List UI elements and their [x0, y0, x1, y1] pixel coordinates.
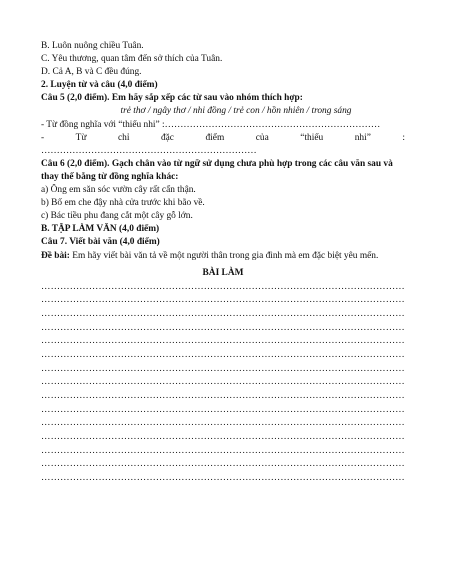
answer-line: …………………………………………………………………………………………………… — [41, 472, 405, 483]
q5-word: - — [41, 132, 45, 143]
section-b-heading: B. TẬP LÀM VĂN (4,0 điểm) — [41, 224, 160, 235]
question-5-characteristic-line — [41, 132, 405, 145]
question-7-title: Câu 7. Viết bài văn (4,0 điểm) — [41, 237, 160, 248]
q5-word: chỉ — [117, 132, 130, 143]
answer-line: …………………………………………………………………………………………………… — [41, 459, 405, 470]
question-5-title: Câu 5 (2,0 điểm). Em hãy sắp xếp các từ sau vào nhóm thích hợp: — [41, 93, 303, 104]
prompt-label: Đề bài: — [41, 250, 70, 261]
answer-line: …………………………………………………………………………………………………… — [41, 390, 405, 401]
question-7-prompt — [41, 250, 405, 263]
question-6-sentence-c: c) Bác tiều phu đang cắt một cây gỗ lớn. — [41, 211, 193, 222]
answer-line: …………………………………………………………………………………………………… — [41, 322, 405, 333]
q5-word: của — [255, 132, 269, 143]
answer-lines — [41, 281, 405, 486]
answer-line: …………………………………………………………………………………………………… — [41, 336, 405, 347]
q5-word: : — [402, 132, 405, 143]
question-6-sentence-b: b) Bố em che đậy nhà cửa trước khi bão về. — [41, 198, 205, 209]
prompt-text: Em hãy viết bài văn tả về một người thân trong gia đình mà em đặc biệt yêu mến. — [69, 250, 379, 261]
answer-line: …………………………………………………………………………………………………… — [41, 404, 405, 415]
answer-line: …………………………………………………………………………………………………… — [41, 431, 405, 442]
q5-word: “thiếu — [300, 132, 324, 143]
answer-line: …………………………………………………………………………………………………… — [41, 309, 405, 319]
question-6-sentence-a: a) Ông em săn sóc vườn cây rất cẩn thận. — [41, 185, 196, 196]
answer-line: …………………………………………………………………………………………………… — [41, 445, 405, 456]
answer-line: …………………………………………………………………………………………………… — [41, 377, 405, 388]
section-2-heading: 2. Luyện từ và câu (4,0 điểm) — [41, 80, 158, 91]
option-c: C. Yêu thương, quan tâm đến sở thích của Tuân. — [41, 54, 223, 65]
q5-word: Từ — [75, 132, 87, 143]
answer-line: …………………………………………………………………………………………………… — [41, 281, 405, 292]
answer-line: …………………………………………………………………………………………………… — [41, 295, 405, 306]
q5-word: điểm — [205, 132, 225, 143]
question-5-answer-dots: …………………………………………………………… — [41, 145, 257, 156]
question-5-synonym-line: - Từ đồng nghĩa với “thiếu nhi” :…………………………………………………………… — [41, 119, 381, 130]
answer-heading: BÀI LÀM — [202, 267, 244, 278]
question-5-word-list: trẻ thơ / ngây thơ / nhi đồng / trẻ con / hồn nhiên / trong sáng — [120, 106, 352, 117]
answer-line: …………………………………………………………………………………………………… — [41, 363, 405, 374]
answer-line: …………………………………………………………………………………………………… — [41, 349, 405, 360]
question-6-title: Câu 6 (2,0 điểm). Gạch chân vào từ ngữ sử dụng chưa phù hợp trong các câu văn sau và thay thế bằng từ đồng nghĩa khác: — [41, 158, 393, 182]
answer-line: …………………………………………………………………………………………………… — [41, 418, 405, 429]
option-b: B. Luôn nuông chiều Tuân. — [41, 41, 144, 51]
worksheet-page — [41, 40, 405, 486]
q5-word: nhi” — [354, 132, 371, 143]
option-d: D. Cả A, B và C đều đúng. — [41, 67, 142, 78]
q5-word: đặc — [160, 132, 174, 143]
